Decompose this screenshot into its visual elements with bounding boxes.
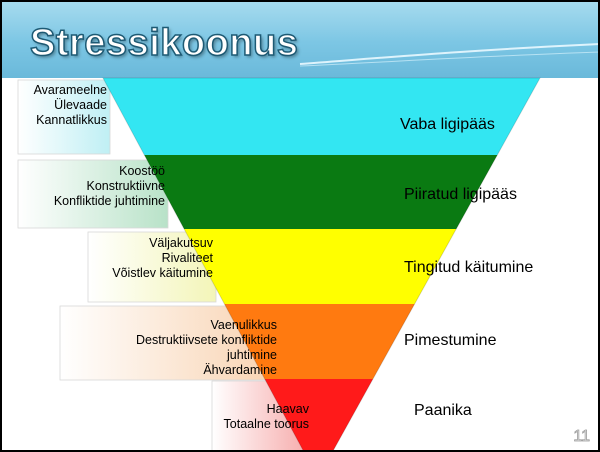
behavior-label: Konstruktiivne <box>86 179 165 193</box>
behavior-label: Totaalne toorus <box>223 417 309 431</box>
level-name-2: Piiratud ligipääs <box>404 186 517 203</box>
level-behaviors-5 <box>188 402 309 432</box>
behavior-label: Destruktiivsete konfliktide <box>135 333 277 347</box>
behavior-label: Haavav <box>266 402 309 416</box>
level-name-5: Paanika <box>414 402 472 419</box>
behavior-label: juhtimine <box>226 348 277 362</box>
behavior-label: Ähvardamine <box>203 363 277 377</box>
level-behaviors-3 <box>40 236 213 281</box>
behavior-label: Väljakutsuv <box>149 236 213 250</box>
behavior-label: Võistlev käitumine <box>112 266 213 280</box>
level-behaviors-1 <box>18 83 107 128</box>
level-name-1: Vaba ligipääs <box>400 116 495 133</box>
behavior-label: Koostöö <box>119 164 165 178</box>
level-name-4: Pimestumine <box>404 332 497 349</box>
level-behaviors-2 <box>18 164 165 209</box>
level-behaviors-4 <box>60 318 277 378</box>
page-number: 11 <box>573 428 590 445</box>
behavior-label: Kannatlikkus <box>36 113 107 127</box>
behavior-label: Rivaliteet <box>161 251 213 265</box>
slide-title: Stressikoonus <box>30 22 299 64</box>
behavior-label: Vaenulikkus <box>210 318 277 332</box>
level-name-3: Tingitud käitumine <box>404 259 534 276</box>
behavior-label: Ülevaade <box>54 98 107 112</box>
behavior-label: Avarameelne <box>33 83 107 97</box>
behavior-label: Konfliktide juhtimine <box>53 194 165 208</box>
